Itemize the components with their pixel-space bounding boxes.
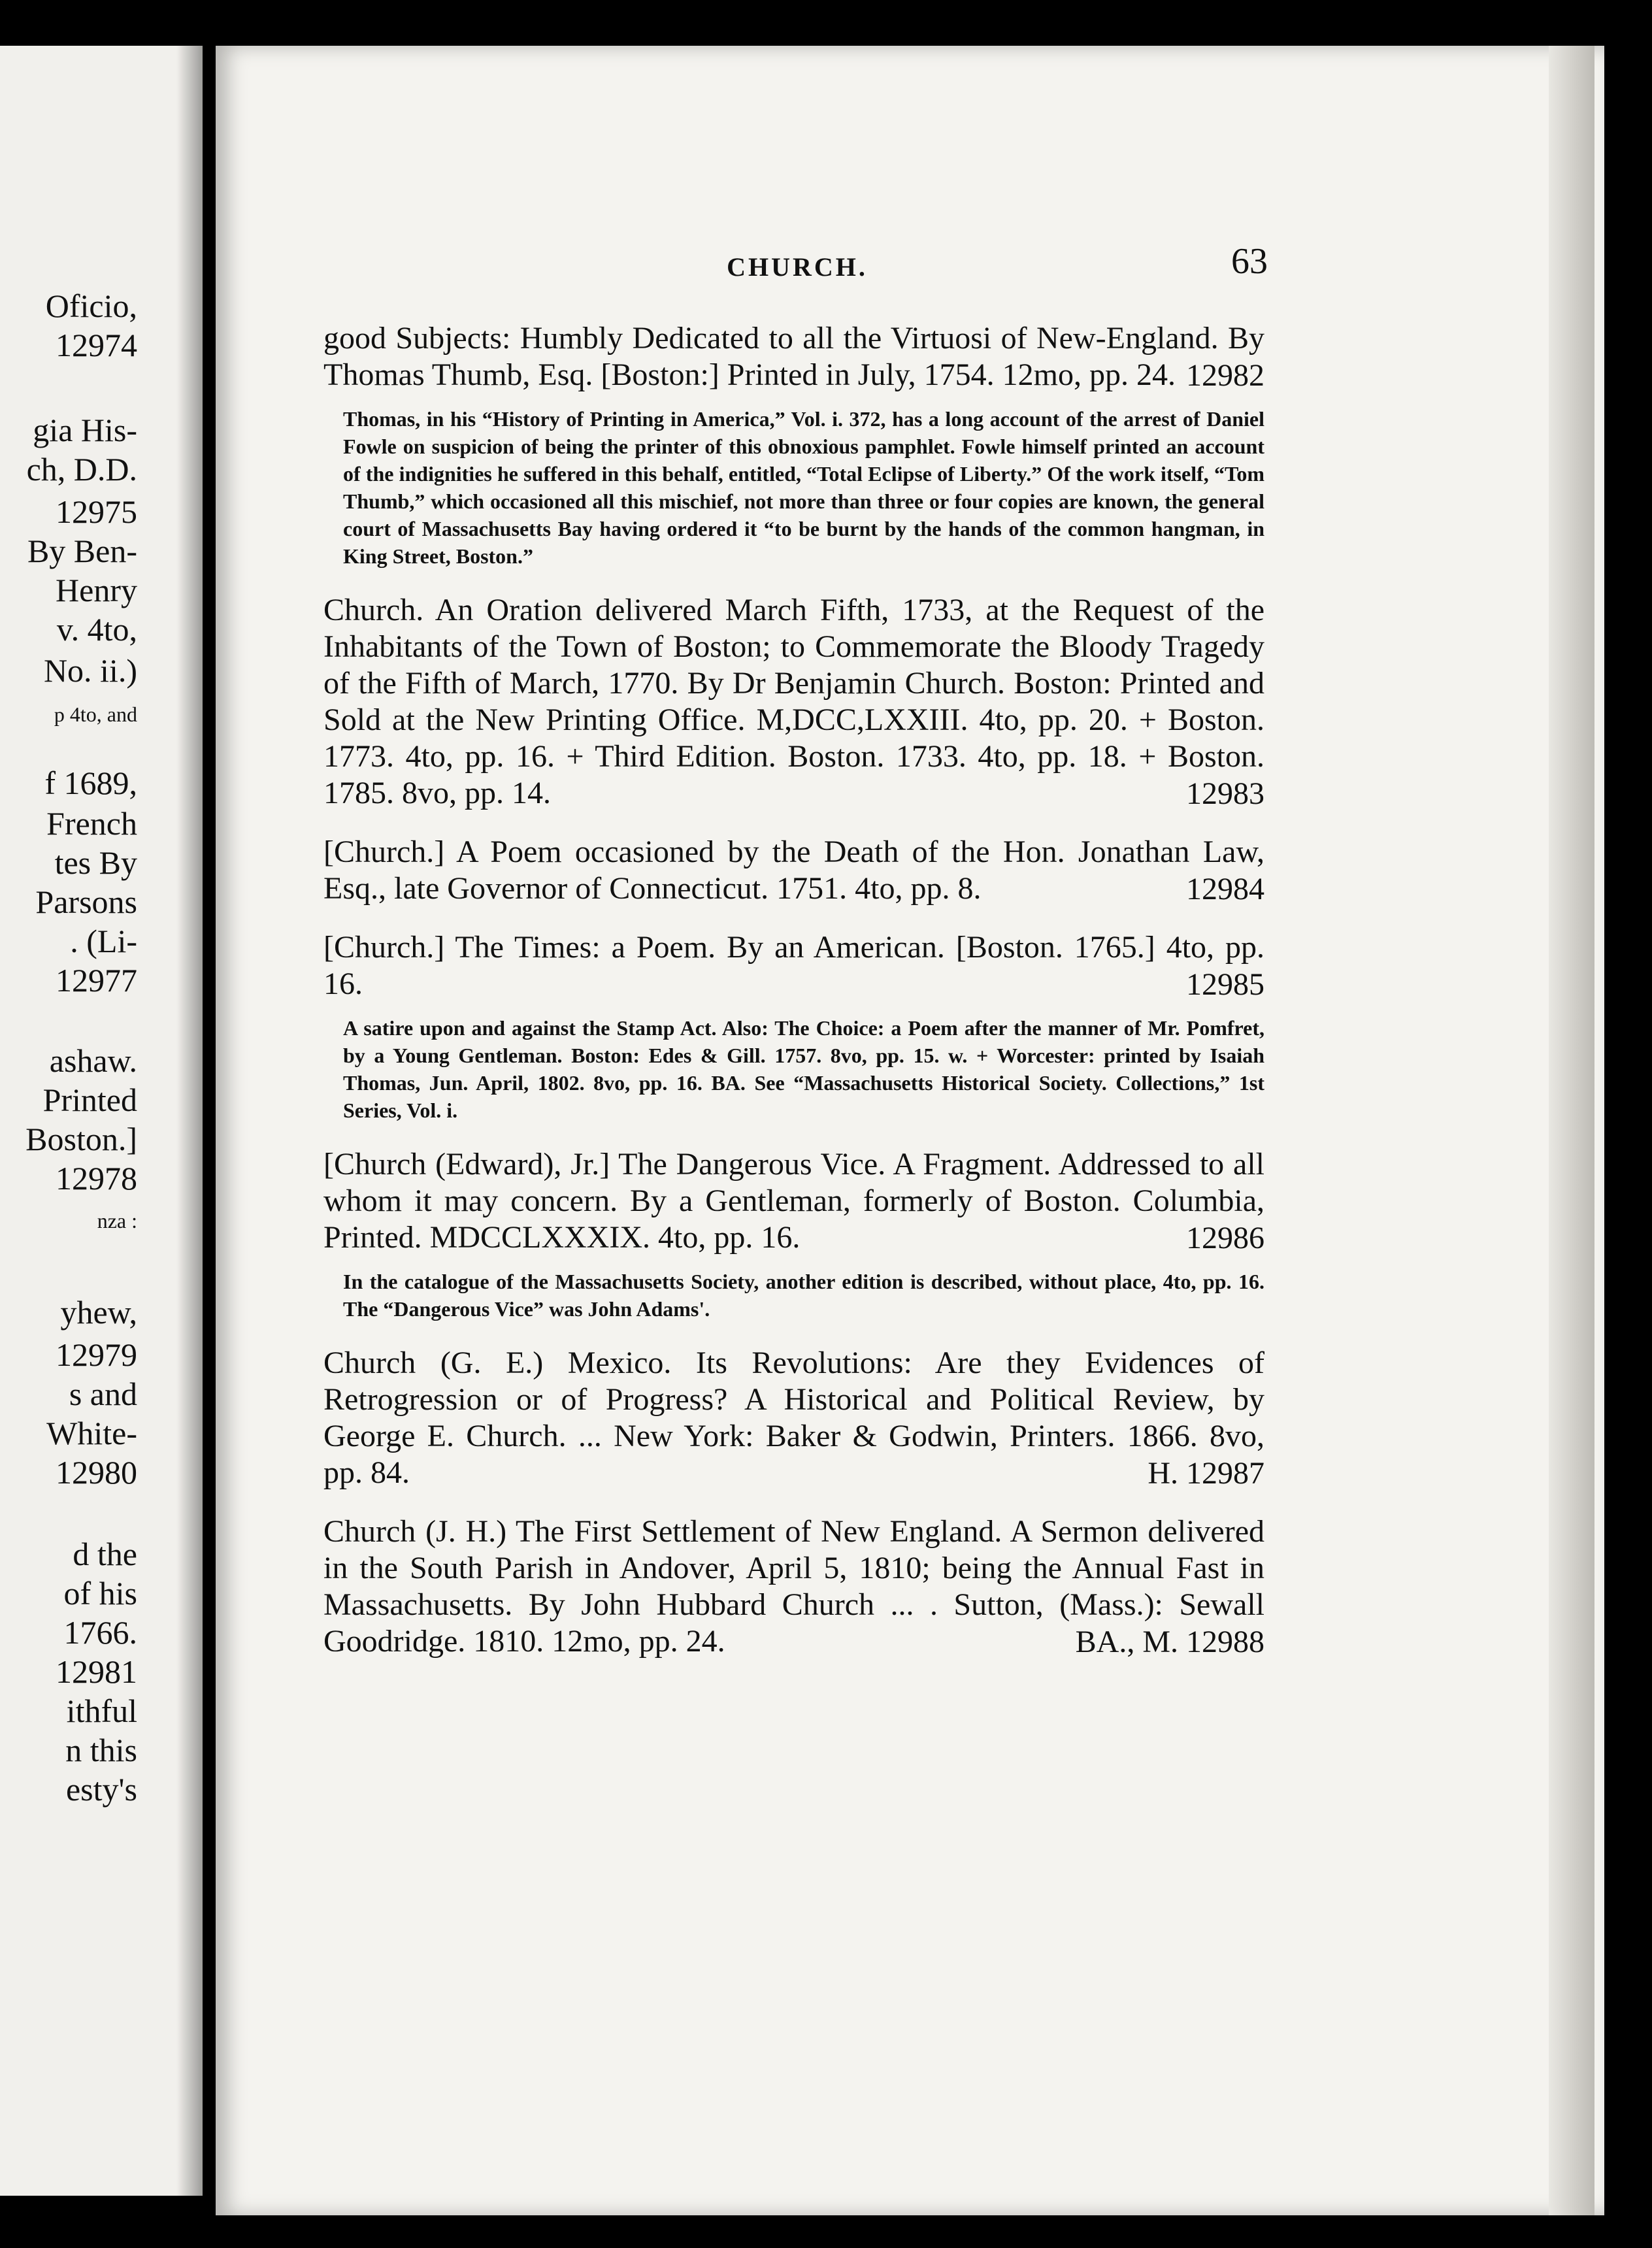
left-page-line: 1766. xyxy=(63,1614,137,1651)
entry-12982 xyxy=(323,320,1264,570)
entry-text: [Church.] The Times: a Poem. By an American. [Boston. 1765.] 4to, pp. 16. xyxy=(323,930,1264,1001)
left-page-line: v. 4to, xyxy=(56,611,137,648)
left-page-line: gia His- xyxy=(33,412,137,448)
left-page-line: tes By xyxy=(54,844,137,881)
entry-number: 12985 xyxy=(1186,967,1264,1002)
entry-12987 xyxy=(323,1345,1264,1491)
left-page-line: nza : xyxy=(97,1209,137,1232)
entry-text: [Church.] A Poem occasioned by the Death of the Hon. Jonathan Law, Esq., late Governor of Connecticut. 1751. 4to, pp. 8. xyxy=(323,835,1264,906)
left-page-line: yhew, xyxy=(60,1294,137,1331)
left-page-line: 12977 xyxy=(56,962,137,999)
entry-12986 xyxy=(323,1146,1264,1323)
left-page-line: White- xyxy=(46,1415,137,1451)
left-page-line: Parsons xyxy=(35,884,137,920)
left-page-line: d the xyxy=(73,1536,137,1572)
left-page-line: 12979 xyxy=(56,1336,137,1373)
entry-text: Church (G. E.) Mexico. Its Revolutions: Are they Evidences of Retrogression or of Progress? A Historical and Political Review, by George E. Church. ... New York: Baker & Godwin, Printers. 1866. 8vo, pp. 84. xyxy=(323,1346,1264,1490)
bibliography-entries xyxy=(323,320,1264,1682)
left-page-line: 12974 xyxy=(56,327,137,363)
entry-note: Thomas, in his “History of Printing in America,” Vol. i. 372, has a long account of the arrest of Daniel Fowle on suspicion of being the printer of this obnoxious pamphlet. Fowle himself printed an account of the indignities he suffered in this behalf, entitled, “Total Eclipse of Liberty.” Of the work itself, “Tom Thumb,” which occasioned all this mischief, not more than three or four copies are known, the general court of Massachusetts Bay having ordered it “to be burnt by the hands of the common hangman, in King Street, Boston.” xyxy=(343,407,1264,568)
entry-text: Church (J. H.) The First Settlement of New England. A Sermon delivered in the South Parish in Andover, April 5, 1810; being the Annual Fast in Massachusetts. By John Hubbard Church ... . Sutton, (Mass.): Sewall Goodridge. 1810. 12mo, pp. 24. xyxy=(323,1514,1264,1659)
left-page-line: Boston.] xyxy=(25,1121,137,1157)
left-page-line: Henry xyxy=(56,572,137,608)
left-page-line: No. ii.) xyxy=(43,652,137,689)
left-page-line: 12980 xyxy=(56,1454,137,1491)
entry-12983 xyxy=(323,592,1264,812)
left-page-line: French xyxy=(46,805,137,842)
entry-text: good Subjects: Humbly Dedicated to all the Virtuosi of New-England. By Thomas Thumb, Esq. [Boston:] Printed in July, 1754. 12mo, pp. 24. xyxy=(323,321,1264,392)
left-page-line: esty's xyxy=(65,1771,137,1808)
page-number: 63 xyxy=(1231,241,1268,282)
left-page-line: Printed xyxy=(42,1082,137,1118)
left-page-line: n this xyxy=(65,1732,137,1768)
page-edge xyxy=(1549,46,1594,2215)
left-page-line: of his xyxy=(63,1575,137,1612)
entry-number: 12982 xyxy=(1186,358,1264,393)
left-page-line: ch, D.D. xyxy=(26,451,137,488)
entry-text: Church. An Oration delivered March Fifth, 1733, at the Request of the Inhabitants of the Town of Boston; to Commemorate the Bloody Tragedy of the Fifth of March, 1770. By Dr Benjamin Church. Boston: Printed and Sold at the New Printing Office. M,DCC,LXXIII. 4to, pp. 20. + Boston. 1773. 4to, pp. 16. + Third Edition. Boston. 1733. 4to, pp. 18. + Boston. 1785. 8vo, pp. 14. xyxy=(323,593,1264,810)
entry-number: BA., M. 12988 xyxy=(1075,1625,1264,1659)
running-head: CHURCH. xyxy=(727,252,868,282)
left-page-line: ithful xyxy=(66,1693,137,1729)
left-page-line: f 1689, xyxy=(44,765,137,801)
left-page-line: Oficio, xyxy=(45,288,137,324)
left-page-line: By Ben- xyxy=(27,533,137,569)
left-page-line: s and xyxy=(69,1376,137,1412)
entry-number: 12984 xyxy=(1186,872,1264,906)
left-page-line: 12981 xyxy=(56,1653,137,1690)
page-gutter xyxy=(176,46,203,2196)
entry-text: [Church (Edward), Jr.] The Dangerous Vice. A Fragment. Addressed to all whom it may concern. By a Gentleman, formerly of Boston. Columbia, Printed. MDCCLXXXIX. 4to, pp. 16. xyxy=(323,1147,1264,1255)
left-page-line: . (Li- xyxy=(70,923,137,959)
left-page-line: 12978 xyxy=(56,1160,137,1197)
entry-12985 xyxy=(323,929,1264,1124)
entry-number: 12983 xyxy=(1186,776,1264,811)
left-facing-page xyxy=(0,46,203,2196)
left-page-line: p 4to, and xyxy=(54,702,137,726)
entry-note: A satire upon and against the Stamp Act. Also: The Choice: a Poem after the manner of Mr. Pomfret, by a Young Gentleman. Boston: Edes & Gill. 1757. 8vo, pp. 15. w. + Worcester: printed by Isaiah Thomas, Jun. April, 1802. 8vo, pp. 16. BA. See “Massachusetts Historical Society. Collections,” 1st Series, Vol. i. xyxy=(343,1016,1264,1122)
entry-note: In the catalogue of the Massachusetts Society, another edition is described, without place, 4to, pp. 16. The “Dangerous Vice” was John Adams'. xyxy=(343,1270,1264,1321)
entry-number: 12986 xyxy=(1186,1221,1264,1255)
left-page-line: ashaw. xyxy=(49,1042,137,1079)
entry-12988 xyxy=(323,1513,1264,1660)
left-page-line: 12975 xyxy=(56,493,137,530)
entry-12984 xyxy=(323,834,1264,907)
entry-number: H. 12987 xyxy=(1148,1456,1264,1491)
